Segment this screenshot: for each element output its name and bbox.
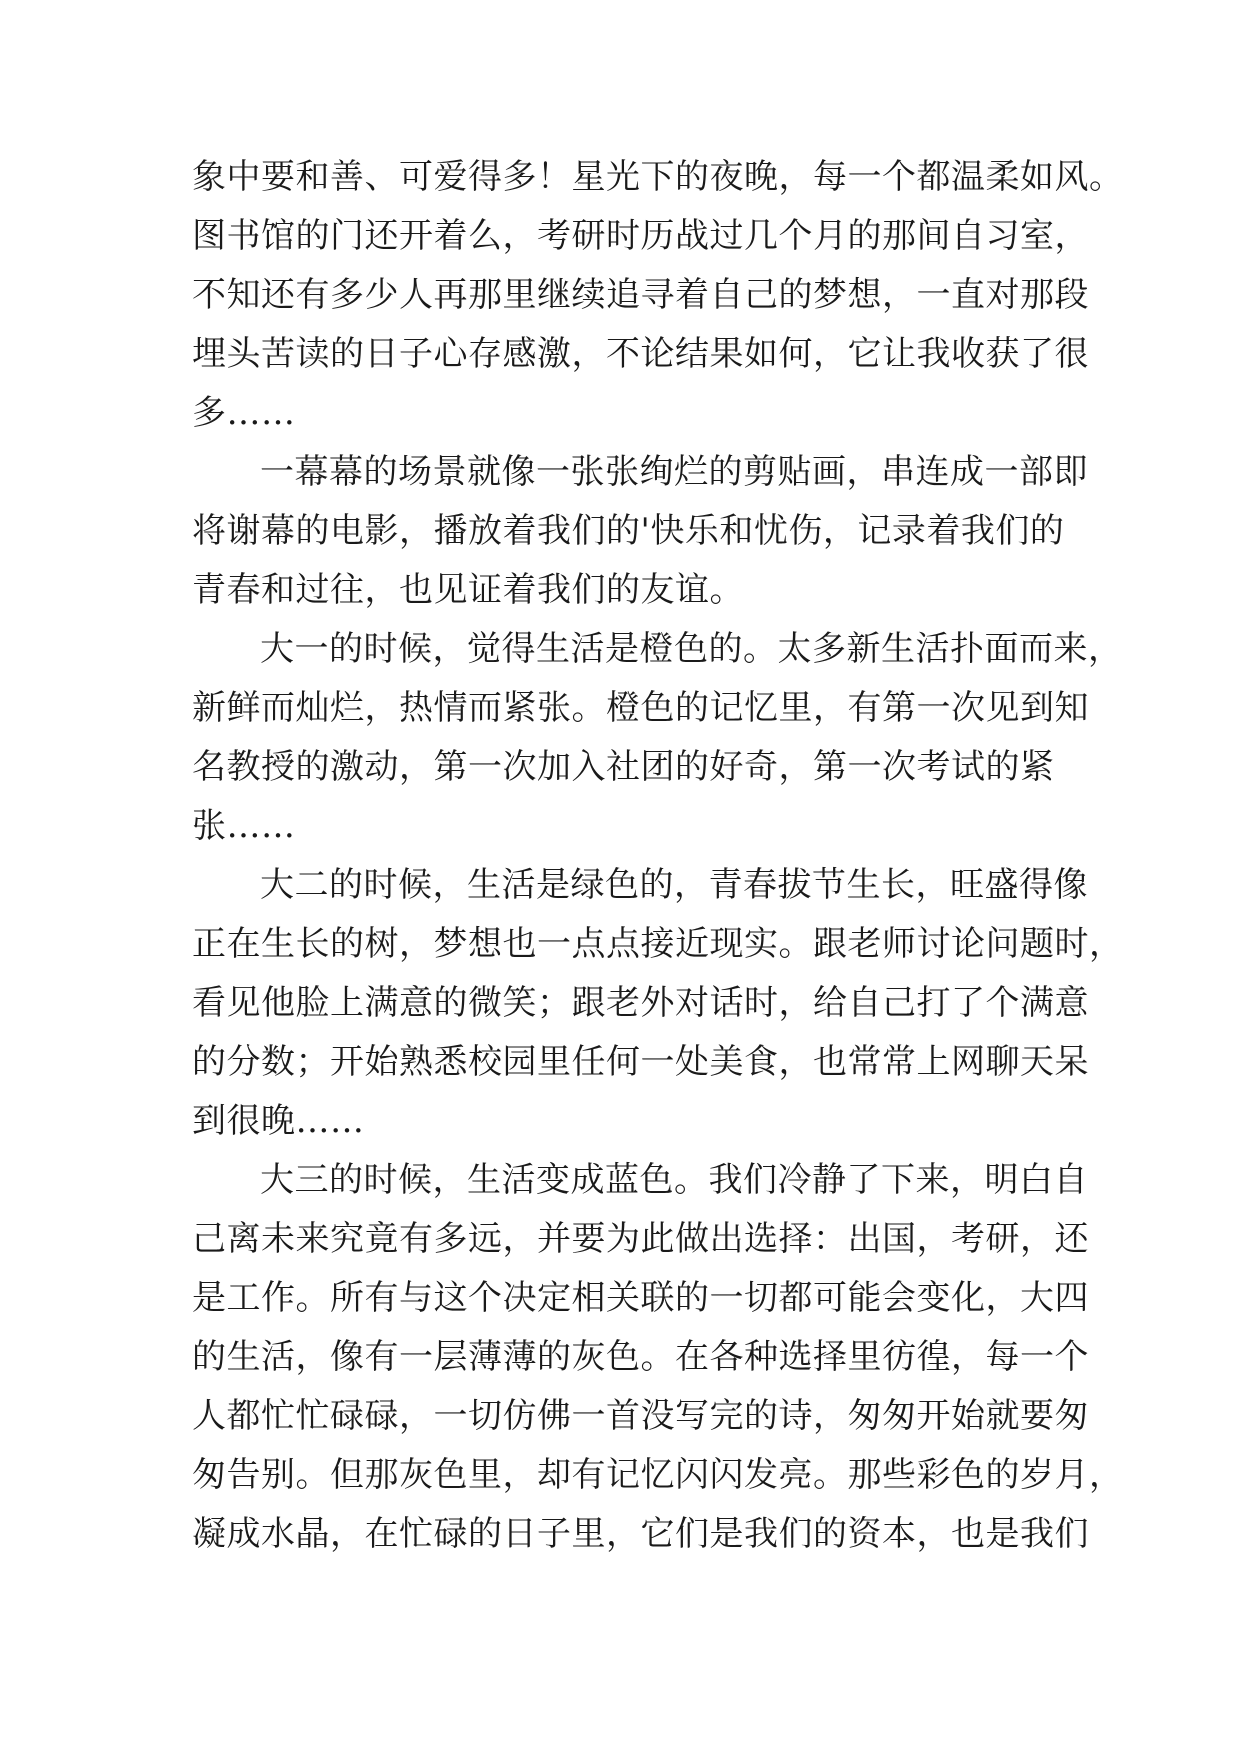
text-line: 张…… <box>192 806 296 846</box>
text-line: 的分数；开始熟悉校园里任何一处美食，也常常上网聊天呆 <box>192 1042 1089 1082</box>
text-line: 己离未来究竟有多远，并要为此做出选择：出国，考研，还 <box>192 1219 1089 1259</box>
text-line: 名教授的激动，第一次加入社团的好奇，第一次考试的紧 <box>192 747 1055 787</box>
text-line: 多…… <box>192 393 296 433</box>
text-line: 是工作。所有与这个决定相关联的一切都可能会变化，大四 <box>192 1278 1089 1318</box>
text-line: 一幕幕的场景就像一张张绚烂的剪贴画，串连成一部即 <box>260 452 1088 492</box>
text-line: 大三的时候，生活变成蓝色。我们冷静了下来，明白自 <box>260 1160 1088 1200</box>
text-line: 大二的时候，生活是绿色的，青春拔节生长，旺盛得像 <box>260 865 1088 905</box>
text-line: 人都忙忙碌碌，一切仿佛一首没写完的诗，匆匆开始就要匆 <box>192 1396 1089 1436</box>
text-line: 象中要和善、可爱得多！星光下的夜晚，每一个都温柔如风。 <box>192 157 1124 197</box>
text-line: 不知还有多少人再那里继续追寻着自己的梦想，一直对那段 <box>192 275 1089 315</box>
text-line: 青春和过往，也见证着我们的友谊。 <box>192 570 744 610</box>
text-line: 埋头苦读的日子心存感激，不论结果如何，它让我收获了很 <box>192 334 1089 374</box>
text-line: 到很晚…… <box>192 1101 365 1141</box>
text-line: 的生活，像有一层薄薄的灰色。在各种选择里彷徨，每一个 <box>192 1337 1089 1377</box>
text-line: 大一的时候，觉得生活是橙色的。太多新生活扑面而来， <box>260 629 1123 669</box>
text-line: 新鲜而灿烂，热情而紧张。橙色的记忆里，有第一次见到知 <box>192 688 1089 728</box>
text-line: 图书馆的门还开着么，考研时历战过几个月的那间自习室， <box>192 216 1089 256</box>
text-line: 匆告别。但那灰色里，却有记忆闪闪发亮。那些彩色的岁月， <box>192 1455 1124 1495</box>
document-body <box>192 148 1124 1564</box>
text-line: 看见他脸上满意的微笑；跟老外对话时，给自己打了个满意 <box>192 983 1089 1023</box>
text-line: 将谢幕的电影，播放着我们的'快乐和忧伤，记录着我们的 <box>192 511 1065 551</box>
text-line: 正在生长的树，梦想也一点点接近现实。跟老师讨论问题时， <box>192 924 1124 964</box>
text-line: 凝成水晶，在忙碌的日子里，它们是我们的资本，也是我们 <box>192 1514 1089 1554</box>
